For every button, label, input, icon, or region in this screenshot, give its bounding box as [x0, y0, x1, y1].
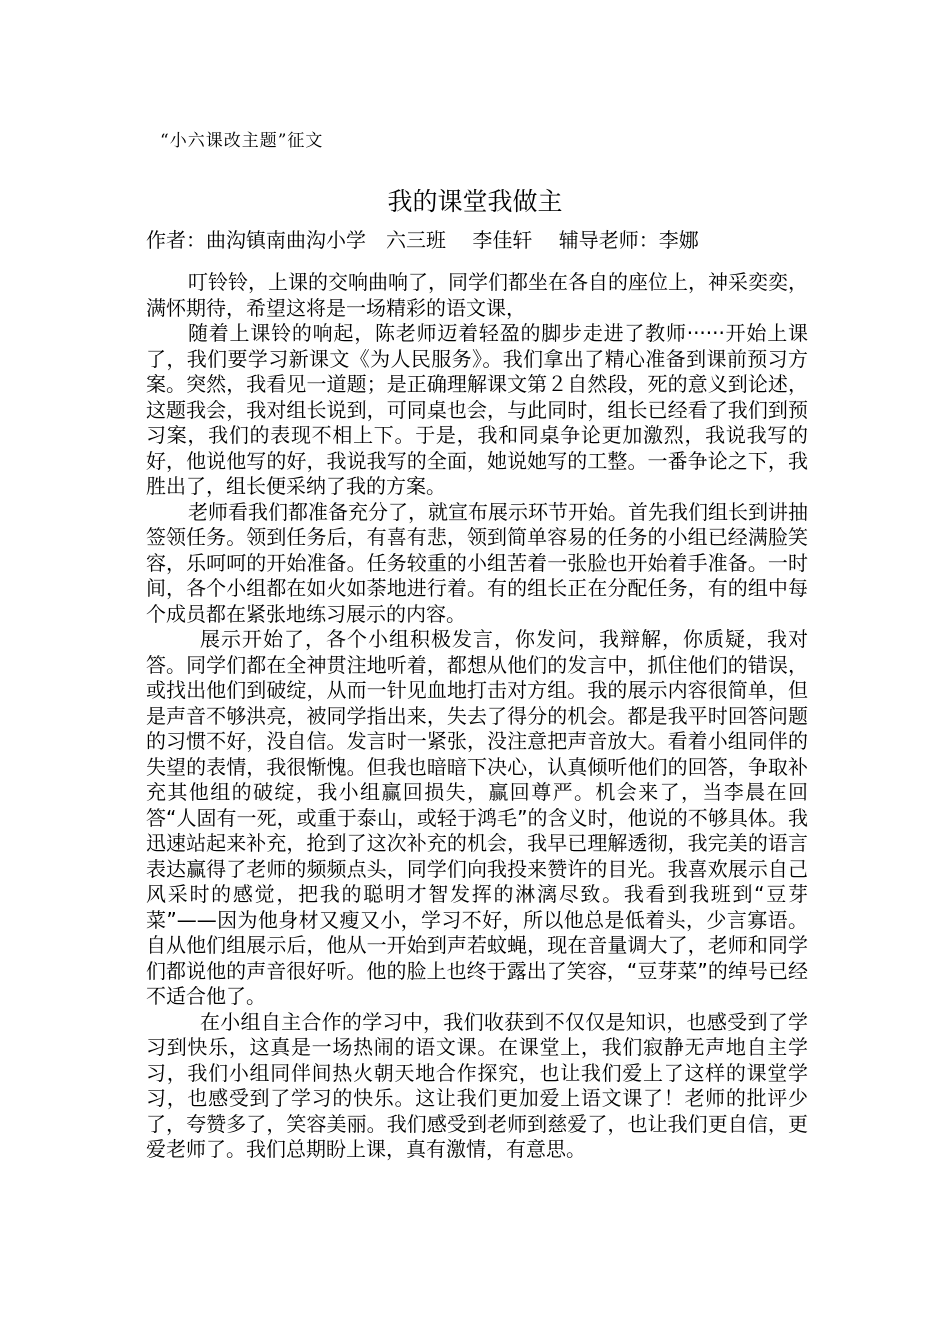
paragraph: 老师看我们都准备充分了，就宣布展示环节开始。首先我们组长到讲抽签领任务。领到任务后，有喜有悲，领到简单容易的任务的小组已经满脸笑容，乐呵呵的开始准备。任务较重的小组苦着一张脸也开始着手准备。一时间，各个小组都在如火如荼地进行着。有的组长正在分配任务，有的组中每个成员都在紧张地练习展示的内容。	[146, 499, 808, 626]
author-byline: 作者：曲沟镇南曲沟小学 六三班 李佳轩 辅导老师：李娜	[146, 228, 699, 252]
paragraph: 随着上课铃的响起，陈老师迈着轻盈的脚步走进了教师······开始上课了，我们要学习新课文《为人民服务》。我们拿出了精心准备到课前预习方案。突然，我看见一道题；是正确理解课文第２自然段，死的意义到论述， 这题我会，我对组长说到，可同桌也会，与此同时，组长已经看了我们到预习案，我们的表现不相上下。于是，我和同桌争论更加激烈，我说我写的好，他说他写的好，我说我写的全面，她说她写的工整。一番争论之下，我胜出了，组长便采纳了我的方案。	[146, 321, 808, 498]
paragraph: 在小组自主合作的学习中，我们收获到不仅仅是知识，也感受到了学习到快乐，这真是一场热闹的语文课。在课堂上，我们寂静无声地自主学习，我们小组同伴间热火朝天地合作探究，也让我们爱上了这样的课堂学习，也感受到了学习的快乐。这让我们更加爱上语文课了！老师的批评少了，夸赞多了，笑容美丽。我们感受到老师到慈爱了，也让我们更自信，更爱老师了。我们总期盼上课，真有激情，有意思。	[146, 1009, 808, 1161]
essay-contest-tagline: “小六课改主题”征文	[160, 131, 324, 151]
essay-title: 我的课堂我做主	[387, 187, 563, 216]
essay-body	[146, 270, 808, 1163]
paragraph: 展示开始了，各个小组积极发言，你发问，我辩解，你质疑，我对答。同学们都在全神贯注地听着，都想从他们的发言中，抓住他们的错误，或找出他们到破绽，从而一针见血地打击对方组。我的展示内容很简单，但是声音不够洪亮，被同学指出来，失去了得分的机会。都是我平时回答问题的习惯不好，没自信。发言时一紧张，没注意把声音放大。看着小组同伴的失望的表情，我很惭愧。但我也暗暗下决心，认真倾听他们的回答，争取补充其他组的破绽，我小组赢回损失，赢回尊严。机会来了，当李晨在回答“人固有一死，或重于泰山，或轻于鸿毛”的含义时，他说的不够具体。我迅速站起来补充，抢到了这次补充的机会，我早已理解透彻，我完美的语言表达赢得了老师的频频点头，同学们向我投来赞许的目光。我喜欢展示自己风采时的感觉，把我的聪明才智发挥的淋漓尽致。我看到我班到“豆芽菜”——因为他身材又瘦又小，学习不好，所以他总是低着头，少言寡语。自从他们组展示后，他从一开始到声若蚊蝇，现在音量调大了，老师和同学们都说他的声音很好听。他的脸上也终于露出了笑容，“豆芽菜”的绰号已经不适合他了。	[146, 627, 808, 1008]
paragraph: 叮铃铃，上课的交响曲响了，同学们都坐在各自的座位上，神采奕奕，满怀期待，希望这将是一场精彩的语文课，	[146, 270, 808, 320]
